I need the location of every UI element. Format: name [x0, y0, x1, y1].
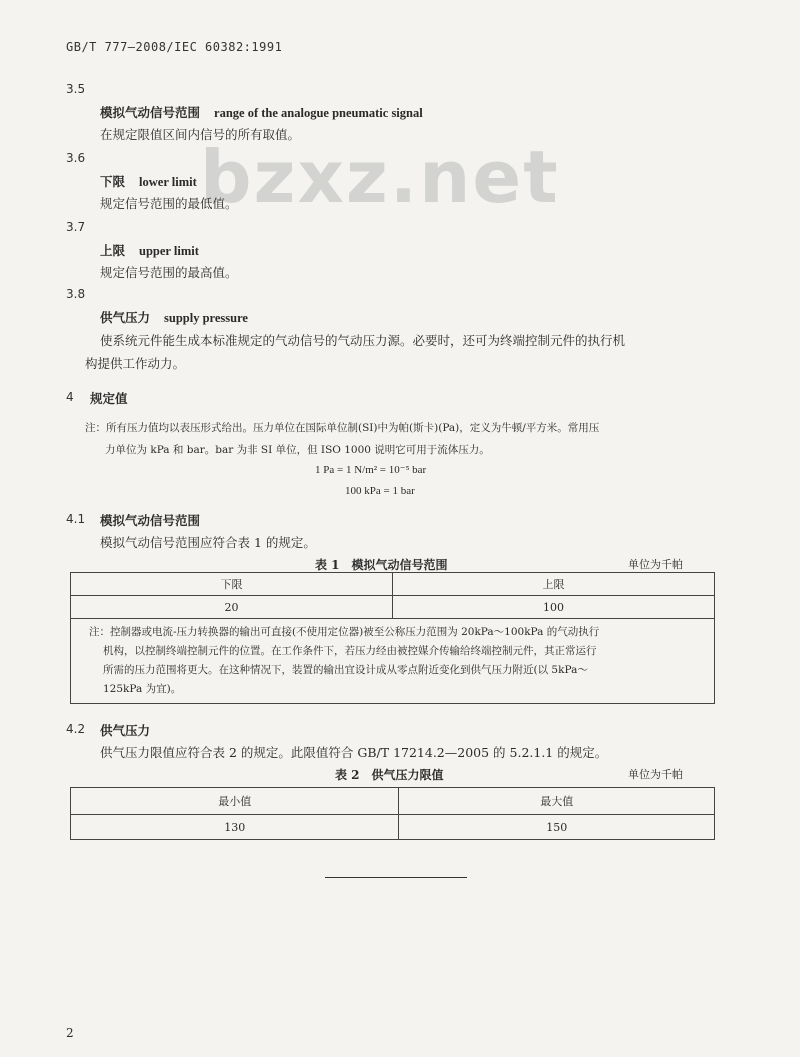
- table-header-row: [71, 573, 715, 596]
- table-caption: 表 2 供气压力限值: [335, 768, 444, 782]
- clause-number: 4.2: [66, 722, 86, 736]
- watermark: bzxz.net: [200, 135, 560, 219]
- clause-title: 模拟气动信号范围: [100, 513, 201, 528]
- term-heading: [100, 103, 423, 121]
- table-note-line: 注：控制器或电流-压力转换器的输出可直接(不使用定位器)被至公称压力范围为 20kPa～100kPa 的气动执行: [89, 626, 600, 638]
- page-number: 2: [66, 1026, 74, 1040]
- note-line: 力单位为 kPa 和 bar。bar 为非 SI 单位，但 ISO 1000 说明它可用于流体压力。: [105, 444, 490, 456]
- table-cell: 20: [71, 596, 393, 619]
- clause-number: 4.1: [66, 512, 86, 526]
- definition: 规定信号范围的最高值。: [100, 265, 238, 280]
- table-note: [71, 619, 715, 704]
- table-header-row: [71, 788, 715, 815]
- formula: 100 kPa = 1 bar: [345, 485, 415, 497]
- clause-title: 供气压力: [100, 723, 151, 738]
- term-heading: [100, 308, 248, 326]
- paragraph: 供气压力限值应符合表 2 的规定。此限值符合 GB/T 17214.2—2005 的 5.2.1.1 的规定。: [100, 745, 608, 760]
- table-row: [71, 596, 715, 619]
- term-heading: [100, 172, 197, 190]
- table-unit: 单位为千帕: [628, 768, 683, 781]
- paragraph: 模拟气动信号范围应符合表 1 的规定。: [100, 535, 316, 550]
- table-header-cell: 上限: [393, 573, 715, 596]
- table-cell: 150: [399, 815, 715, 840]
- table-unit: 单位为千帕: [628, 558, 683, 571]
- section-title: 规定值: [90, 391, 128, 406]
- definition-line: 使系统元件能生成本标准规定的气动信号的气动压力源。必要时，还可为终端控制元件的执行机: [100, 333, 626, 348]
- formula: 1 Pa = 1 N/m² = 10⁻⁵ bar: [315, 464, 427, 476]
- clause-number: 3.5: [66, 82, 86, 96]
- term-cn: 下限: [100, 174, 126, 189]
- note-line: 注：所有压力值均以表压形式给出。压力单位在国际单位制(SI)中为帕(斯卡)(Pa)，定义为牛顿/平方米。常用压: [85, 422, 600, 434]
- table-header-cell: 下限: [71, 573, 393, 596]
- table-cell: 130: [71, 815, 399, 840]
- term-en: supply pressure: [164, 311, 248, 325]
- table-note-line: 机构，以控制终端控制元件的位置。在工作条件下，若压力经由被控媒介传输给终端控制元件，其正常运行: [103, 645, 597, 657]
- table-1: [70, 572, 715, 704]
- table-note-row: [71, 619, 715, 704]
- term-cn: 模拟气动信号范围: [100, 105, 201, 120]
- table-row: [71, 815, 715, 840]
- table-header-cell: 最小值: [71, 788, 399, 815]
- table-2: [70, 787, 715, 840]
- clause-number: 3.6: [66, 151, 86, 165]
- table-note-line: 所需的压力范围将更大。在这种情况下，装置的输出宜设计成从零点附近变化到供气压力附近(以 5kPa～: [103, 664, 588, 676]
- term-heading: [100, 241, 199, 259]
- table-header-cell: 最大值: [399, 788, 715, 815]
- definition: 在规定限值区间内信号的所有取值。: [100, 127, 301, 142]
- table-cell: 100: [393, 596, 715, 619]
- clause-number: 3.7: [66, 220, 86, 234]
- term-en: range of the analogue pneumatic signal: [214, 106, 423, 120]
- table-caption: 表 1 模拟气动信号范围: [315, 558, 448, 572]
- running-header: GB/T 777—2008/IEC 60382:1991: [66, 40, 283, 54]
- term-en: upper limit: [139, 244, 199, 258]
- clause-number: 3.8: [66, 287, 86, 301]
- table-note-line: 125kPa 为宜)。: [103, 683, 182, 695]
- term-en: lower limit: [139, 175, 197, 189]
- section-number: 4: [66, 390, 74, 404]
- definition: 规定信号范围的最低值。: [100, 196, 238, 211]
- definition-line: 构提供工作动力。: [85, 356, 186, 371]
- term-cn: 上限: [100, 243, 126, 258]
- term-cn: 供气压力: [100, 310, 151, 325]
- end-rule: [325, 877, 467, 878]
